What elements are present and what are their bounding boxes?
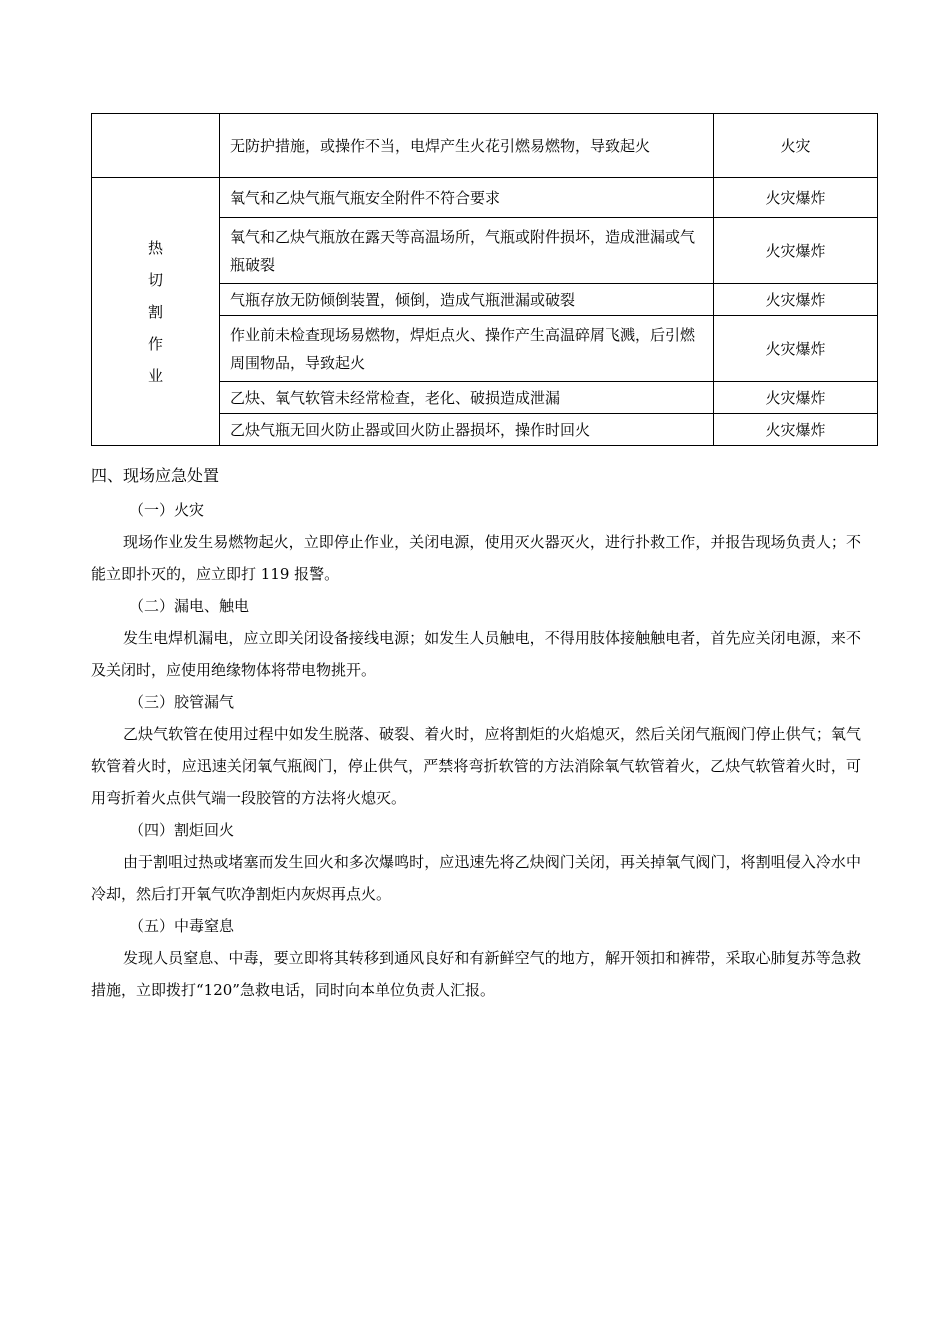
section-content (91, 494, 861, 1006)
subsection-heading: （四）割炬回火 (129, 821, 235, 839)
hazard-cell: 氧气和乙炔气瓶放在露天等高温场所，气瓶或附件损坏，造成泄漏或气瓶破裂 (220, 218, 714, 284)
result-cell: 火灾爆炸 (714, 284, 878, 316)
subsection-paragraph: 乙炔气软管在使用过程中如发生脱落、破裂、着火时，应将割炬的火焰熄灭，然后关闭气瓶阀门停止供气；氧气软管着火时，应迅速关闭氧气瓶阀门，停止供气，严禁将弯折软管的方法消除氧气软管着火，乙炔气软管着火时，可用弯折着火点供气端一段胶管的方法将火熄灭。 (91, 725, 861, 807)
result-cell: 火灾爆炸 (714, 178, 878, 218)
subsection-heading: （五）中毒窒息 (129, 917, 235, 935)
group-label-char: 割 (147, 302, 163, 321)
result-cell: 火灾爆炸 (714, 218, 878, 284)
result-cell: 火灾爆炸 (714, 382, 878, 414)
hazard-cell: 氧气和乙炔气瓶气瓶安全附件不符合要求 (220, 178, 714, 218)
group-label-char: 作 (147, 334, 163, 353)
subsection-heading: （一）火灾 (129, 501, 205, 519)
group-label-char: 切 (147, 270, 163, 289)
hazard-cell: 无防护措施，或操作不当，电焊产生火花引燃易燃物，导致起火 (220, 114, 714, 178)
activity-group-label (92, 178, 220, 446)
group-label-char: 热 (147, 238, 163, 257)
hazard-cell: 作业前未检查现场易燃物，焊炬点火、操作产生高温碎屑飞溅，后引燃周围物品，导致起火 (220, 316, 714, 382)
result-cell: 火灾爆炸 (714, 414, 878, 446)
subsection-heading: （二）漏电、触电 (129, 597, 250, 615)
subsection-paragraph: 发现人员窒息、中毒，要立即将其转移到通风良好和有新鲜空气的地方，解开领扣和裤带，采取心肺复苏等急救措施，立即拨打“120”急救电话，同时向本单位负责人汇报。 (91, 949, 861, 999)
subsection-heading: （三）胶管漏气 (129, 693, 235, 711)
group-label-char: 业 (147, 366, 163, 385)
result-cell: 火灾爆炸 (714, 316, 878, 382)
subsection-paragraph: 发生电焊机漏电，应立即关闭设备接线电源；如发生人员触电，不得用肢体接触触电者，首先应关闭电源，来不及关闭时，应使用绝缘物体将带电物挑开。 (91, 629, 861, 679)
subsection-paragraph: 现场作业发生易燃物起火，立即停止作业，关闭电源，使用灭火器灭火，进行扑救工作，并报告现场负责人；不能立即扑灭的，应立即打 119 报警。 (91, 533, 861, 583)
result-cell: 火灾 (714, 114, 878, 178)
hazard-cell: 乙炔、氧气软管未经常检查，老化、破损造成泄漏 (220, 382, 714, 414)
subsection-paragraph: 由于割咀过热或堵塞而发生回火和多次爆鸣时，应迅速先将乙炔阀门关闭，再关掉氧气阀门，将割咀侵入冷水中冷却，然后打开氧气吹净割炬内灰烬再点火。 (91, 853, 861, 903)
hazard-table (91, 113, 878, 446)
hazard-cell: 乙炔气瓶无回火防止器或回火防止器损坏，操作时回火 (220, 414, 714, 446)
table-row (92, 178, 878, 218)
hazard-cell: 气瓶存放无防倾倒装置，倾倒，造成气瓶泄漏或破裂 (220, 284, 714, 316)
section-title: 四、现场应急处置 (91, 466, 220, 485)
table-row (92, 114, 878, 178)
activity-cell (92, 114, 220, 178)
